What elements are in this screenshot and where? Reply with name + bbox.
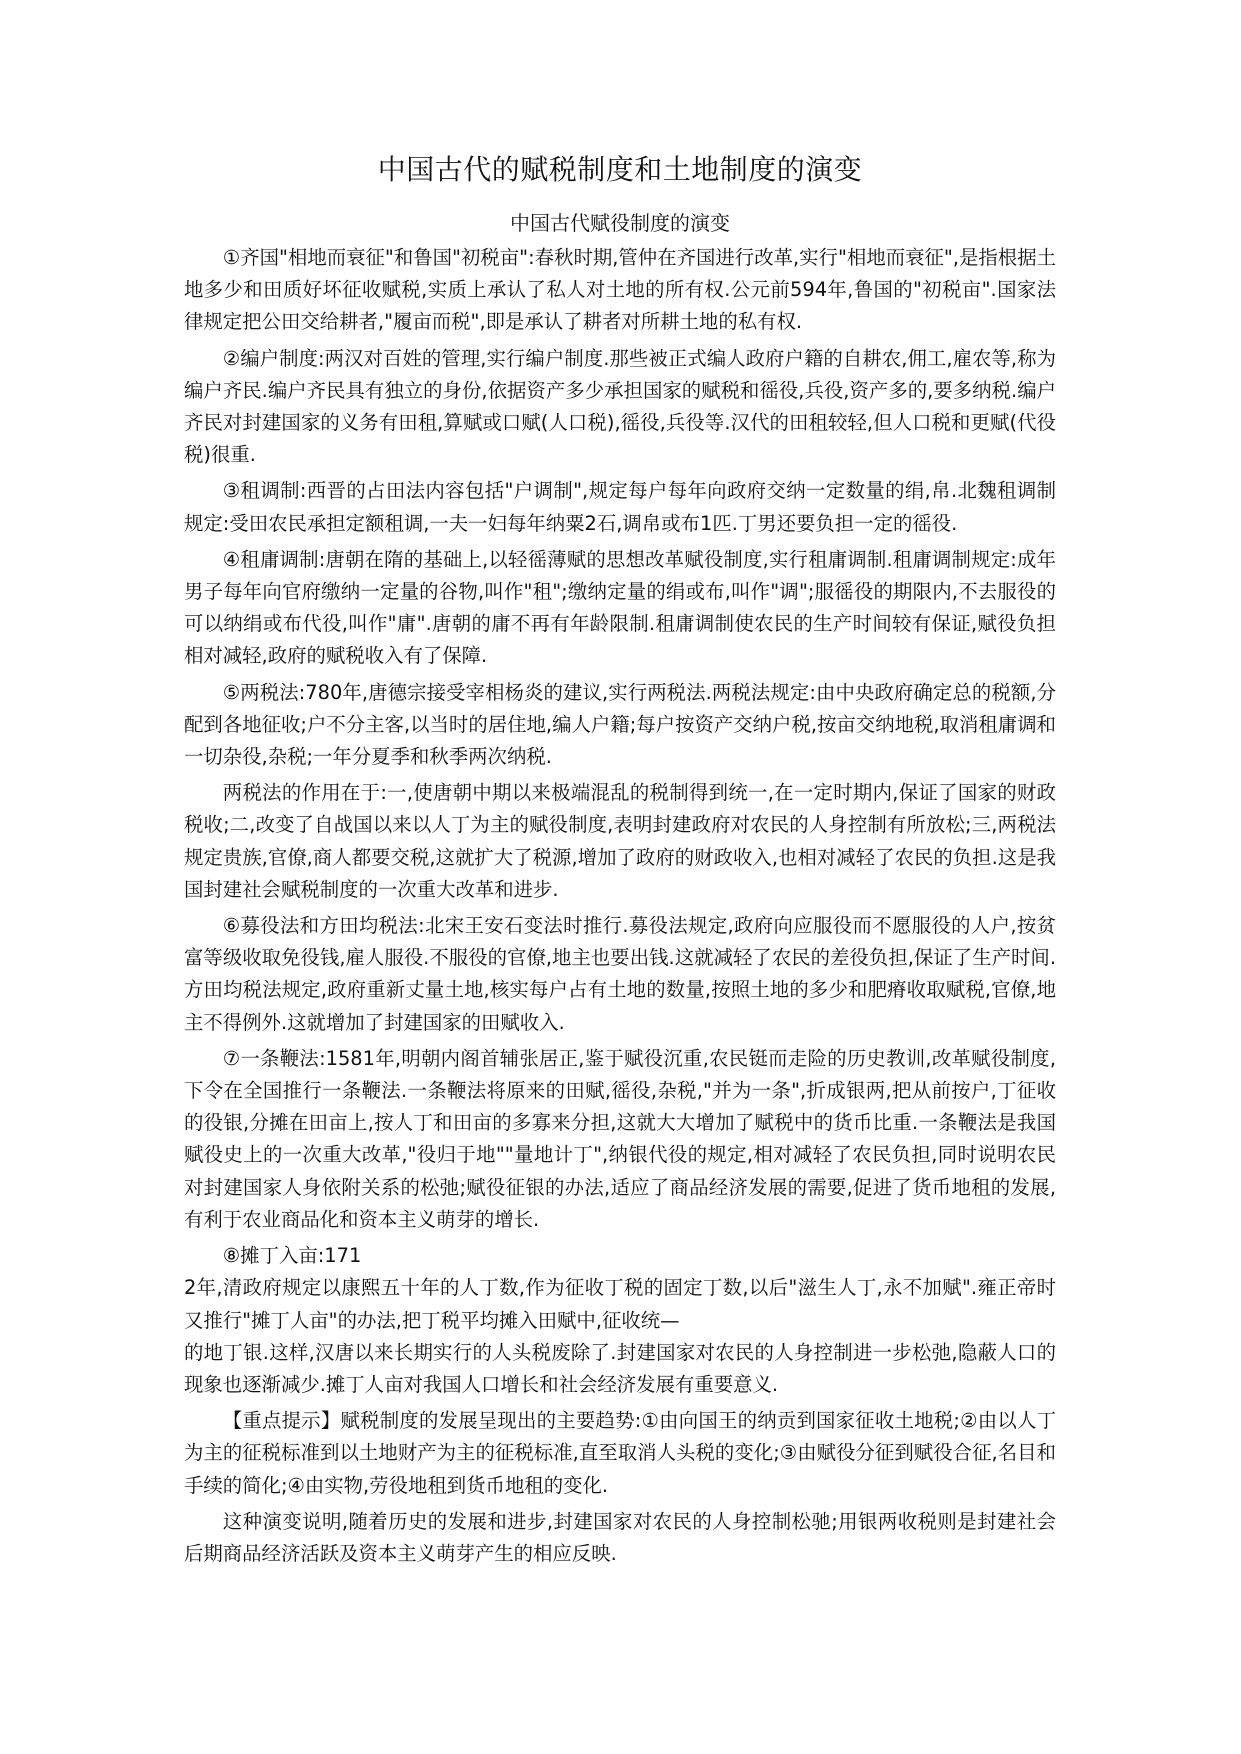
paragraph-bianhu: ②编户制度:两汉对百姓的管理,实行编户制度.那些被正式编人政府户籍的自耕农,佣工,雇农等,称为编户齐民.编户齐民具有独立的身份,依据资产多少承担国家的赋税和徭役,兵役,资产多的,要多纳税.编户齐民对封建国家的义务有田租,算赋或口赋(人口税),徭役,兵役等.汉代的田租较轻,但人口税和更赋(代役税)很重. bbox=[184, 346, 1056, 467]
paragraph-key-point: 【重点提示】赋税制度的发展呈现出的主要趋势:①由向国王的纳贡到国家征收土地税;②由以人丁为主的征税标准到以土地财产为主的征税标准,直至取消人头税的变化;③由赋役分征到赋役合征,名目和手续的简化;④由实物,劳役地租到货币地租的变化. bbox=[184, 1409, 1056, 1497]
paragraph-muyifa: ⑥募役法和方田均税法:北宋王安石变法时推行.募役法规定,政府向应服役而不愿服役的人户,按贫富等级收取免役钱,雇人服役.不服役的官僚,地主也要出钱.这就减轻了农民的差役负担,保证了生产时间.方田均税法规定,政府重新丈量土地,核实每户占有土地的数量,按照土地的多少和肥瘠收取赋税,官僚,地主不得例外.这就增加了封建国家的田赋收入. bbox=[184, 914, 1056, 1034]
document-page bbox=[184, 150, 1056, 1574]
paragraph-conclusion: 这种演变说明,随着历史的发展和进步,封建国家对农民的人身控制松驰;用银两收税则是封建社会后期商品经济活跃及资本主义萌芽产生的相应反映. bbox=[184, 1509, 1056, 1565]
paragraph-liangshuifa: ⑤两税法:780年,唐德宗接受宰相杨炎的建议,实行两税法.两税法规定:由中央政府确定总的税额,分配到各地征收;户不分主客,以当时的居住地,编人户籍;每户按资产交纳户税,按亩交纳地税,取消租庸调和一切杂役,杂税;一年分夏季和秋季两次纳税. bbox=[184, 680, 1056, 769]
paragraph-tandingrumu-line2: 2年,清政府规定以康熙五十年的人丁数,作为征收丁税的固定丁数,以后"滋生人丁,永不加赋".雍正帝时又推行"摊丁人亩"的办法,把丁税平均摊入田赋中,征收统— bbox=[184, 1276, 1056, 1332]
paragraph-tandingrumu-head: ⑧摊丁入亩:171 bbox=[222, 1244, 362, 1268]
paragraph-liangshuifa-effects: 两税法的作用在于:一,使唐朝中期以来极端混乱的税制得到统一,在一定时期内,保证了国家的财政税收;二,改变了自战国以来以人丁为主的赋役制度,表明封建政府对农民的人身控制有所放松;三,两税法规定贵族,官僚,商人都要交税,这就扩大了税源,增加了政府的财政收入,也相对减轻了农民的负担.这是我国封建社会赋税制度的一次重大改革和进步. bbox=[184, 781, 1056, 901]
paragraph-tandingrumu-line3: 的地丁银.这样,汉唐以来长期实行的人头税废除了.封建国家对农民的人身控制进一步松弛,隐蔽人口的现象也逐渐减少.摊丁人亩对我国人口增长和社会经济发展有重要意义. bbox=[184, 1340, 1056, 1396]
section-subtitle: 中国古代赋役制度的演变 bbox=[510, 211, 730, 235]
paragraph-yitiaobianfa: ⑦一条鞭法:1581年,明朝内阁首辅张居正,鉴于赋役沉重,农民铤而走险的历史教训,改革赋役制度,下令在全国推行一条鞭法.一条鞭法将原来的田赋,徭役,杂税,"并为一条",折成银两,把从前按户,丁征收的役银,分摊在田亩上,按人丁和田亩的多寡来分担,这就大大增加了赋税中的货币比重.一条鞭法是我国赋役史上的一次重大改革,"役归于地""量地计丁",纳银代役的规定,相对减轻了农民负担,同时说明农民对封建国家人身依附关系的松弛;赋役征银的办法,适应了商品经济发展的需要,促进了货币地租的发展,有利于农业商品化和资本主义萌芽的增长. bbox=[184, 1046, 1056, 1231]
paragraph-zudiao: ③租调制:西晋的占田法内容包括"户调制",规定每户每年向政府交纳一定数量的绢,帛.北魏租调制规定:受田农民承担定额租调,一夫一妇每年纳粟2石,调帛或布1匹.丁男还要负担一定的徭役. bbox=[184, 479, 1056, 535]
paragraph-zuyongdiao: ④租庸调制:唐朝在隋的基础上,以轻徭薄赋的思想改革赋役制度,实行租庸调制.租庸调制规定:成年男子每年向官府缴纳一定量的谷物,叫作"租";缴纳定量的绢或布,叫作"调";服徭役的期限内,不去服役的可以纳绢或布代役,叫作"庸".唐朝的庸不再有年龄限制.租庸调制使农民的生产时间较有保证,赋役负担相对减轻,政府的赋税收入有了保障. bbox=[184, 547, 1056, 668]
paragraph-qi-lu: ①齐国"相地而衰征"和鲁国"初税亩":春秋时期,管仲在齐国进行改革,实行"相地而衰征",是指根据土地多少和田质好坏征收赋税,实质上承认了私人对土地的所有权.公元前594年,鲁国的"初税亩".国家法律规定把公田交给耕者,"履亩而税",即是承认了耕者对所耕土地的私有权. bbox=[184, 246, 1056, 334]
document-title: 中国古代的赋税制度和土地制度的演变 bbox=[377, 153, 863, 186]
